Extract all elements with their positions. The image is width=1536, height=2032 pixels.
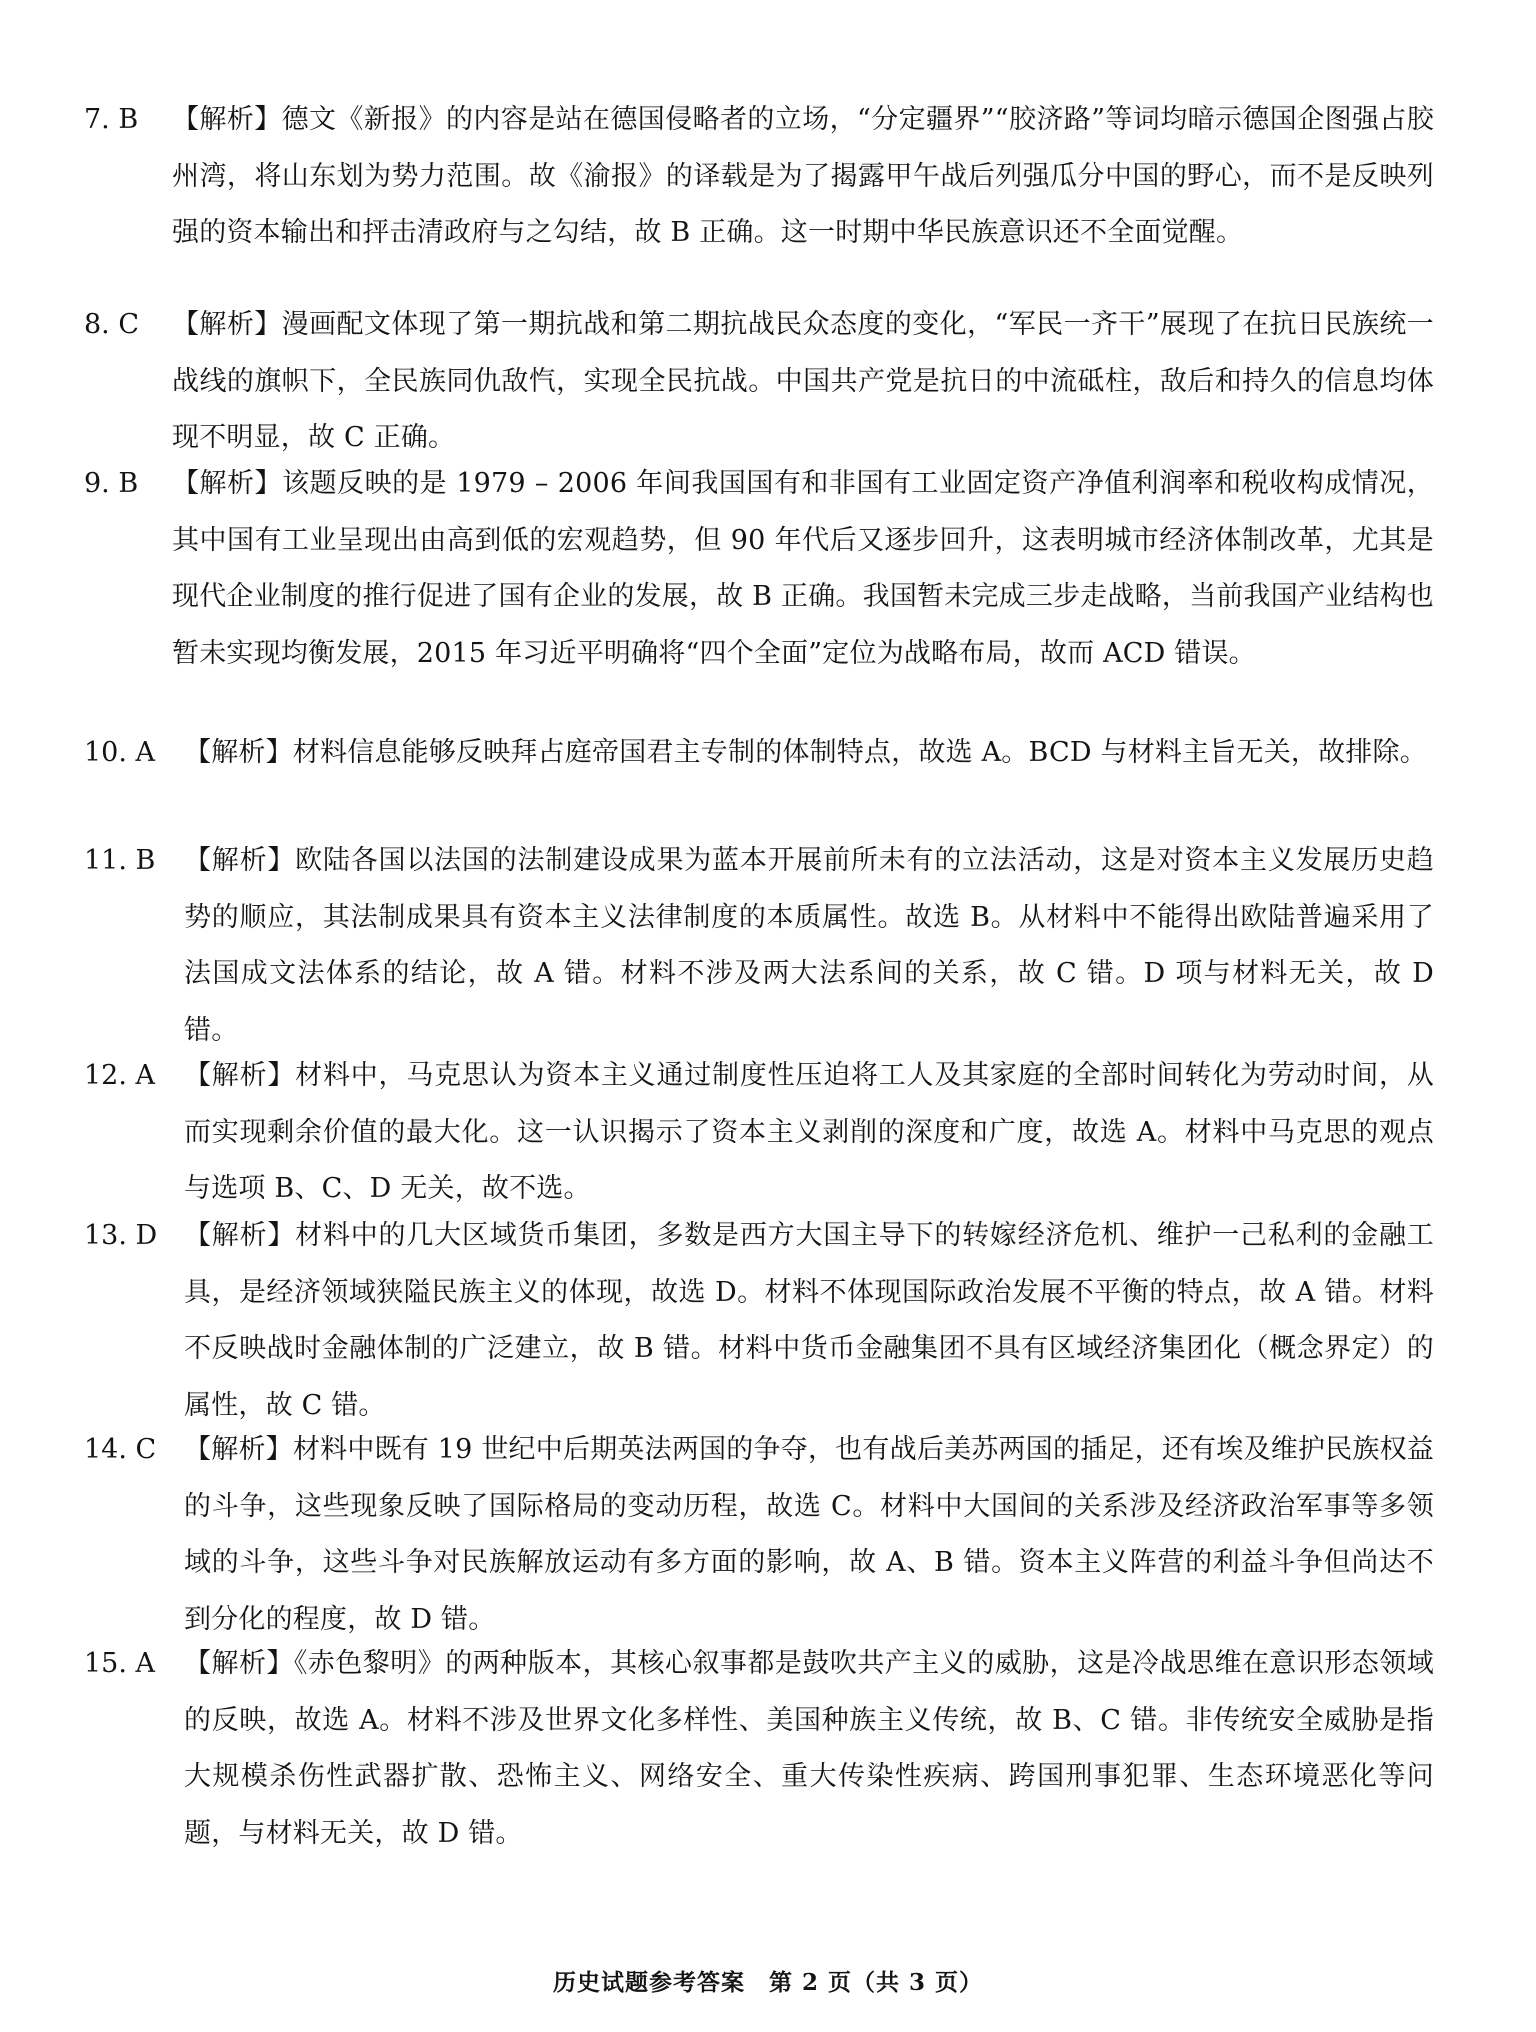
- answer-number: 13. D: [84, 1220, 158, 1251]
- answer-item-15: [84, 1636, 1434, 1862]
- answer-explanation: 【解析】欧陆各国以法国的法制建设成果为蓝本开展前所未有的立法活动，这是对资本主义发展历史趋势的顺应，其法制成果具有资本主义法律制度的本质属性。故选 B。从材料中不能得出欧陆普遍采用了法国成文法体系的结论，故 A 错。材料不涉及两大法系间的关系，故 C 错。D 项与材料无关，故 D 错。: [184, 845, 1434, 1046]
- answer-item-11: [84, 833, 1434, 1059]
- answer-item-13: [84, 1208, 1434, 1434]
- answer-item-9: [84, 456, 1434, 682]
- answer-number: 15. A: [84, 1648, 156, 1679]
- answer-explanation: 【解析】漫画配文体现了第一期抗战和第二期抗战民众态度的变化，“军民一齐干”展现了在抗日民族统一战线的旗帜下，全民族同仇敌忾，实现全民抗战。中国共产党是抗日的中流砥柱，敌后和持久的信息均体现不明显，故 C 正确。: [172, 309, 1434, 453]
- answer-item-10: [84, 725, 1434, 782]
- answer-explanation: 【解析】材料中既有 19 世纪中后期英法两国的争夺，也有战后美苏两国的插足，还有埃及维护民族权益的斗争，这些现象反映了国际格局的变动历程，故选 C。材料中大国间的关系涉及经济政治军事等多领域的斗争，这些斗争对民族解放运动有多方面的影响，故 A、B 错。资本主义阵营的利益斗争但尚达不到分化的程度，故 D 错。: [184, 1434, 1434, 1635]
- answer-item-14: [84, 1422, 1434, 1648]
- answer-number: 10. A: [84, 737, 156, 768]
- answer-item-8: [84, 297, 1434, 467]
- answer-item-7: [84, 92, 1434, 262]
- answer-explanation: 【解析】德文《新报》的内容是站在德国侵略者的立场，“分定疆界”“胶济路”等词均暗示德国企图强占胶州湾，将山东划为势力范围。故《渝报》的译载是为了揭露甲午战后列强瓜分中国的野心，而不是反映列强的资本输出和抨击清政府与之勾结，故 B 正确。这一时期中华民族意识还不全面觉醒。: [172, 104, 1434, 248]
- answer-item-12: [84, 1048, 1434, 1218]
- answer-number: 11. B: [84, 845, 156, 876]
- answer-number: 12. A: [84, 1060, 156, 1091]
- answer-explanation: 【解析】材料中的几大区域货币集团，多数是西方大国主导下的转嫁经济危机、维护一己私利的金融工具，是经济领域狭隘民族主义的体现，故选 D。材料不体现国际政治发展不平衡的特点，故 A 错。材料不反映战时金融体制的广泛建立，故 B 错。材料中货币金融集团不具有区域经济集团化（概念界定）的属性，故 C 错。: [184, 1220, 1434, 1421]
- answer-explanation: 【解析】该题反映的是 1979 – 2006 年间我国国有和非国有工业固定资产净值利润率和税收构成情况，其中国有工业呈现出由高到低的宏观趋势，但 90 年代后又逐步回升，这表明城市经济体制改革，尤其是现代企业制度的推行促进了国有企业的发展，故 B 正确。我国暂未完成三步走战略，当前我国产业结构也暂未实现均衡发展，2015 年习近平明确将“四个全面”定位为战略布局，故而 ACD 错误。: [172, 468, 1434, 669]
- answer-number: 9. B: [84, 468, 139, 499]
- answer-explanation: 【解析】材料中，马克思认为资本主义通过制度性压迫将工人及其家庭的全部时间转化为劳动时间，从而实现剩余价值的最大化。这一认识揭示了资本主义剥削的深度和广度，故选 A。材料中马克思的观点与选项 B、C、D 无关，故不选。: [184, 1060, 1434, 1204]
- answer-number: 8. C: [84, 309, 140, 340]
- page-footer: 历史试题参考答案 第 2 页（共 3 页）: [552, 1969, 984, 1996]
- answer-explanation: 【解析】材料信息能够反映拜占庭帝国君主专制的体制特点，故选 A。BCD 与材料主旨无关，故排除。: [184, 737, 1427, 768]
- answer-number: 7. B: [84, 104, 139, 135]
- answer-number: 14. C: [84, 1434, 157, 1465]
- answer-explanation: 【解析】《赤色黎明》的两种版本，其核心叙事都是鼓吹共产主义的威胁，这是冷战思维在意识形态领域的反映，故选 A。材料不涉及世界文化多样性、美国种族主义传统，故 B、C 错。非传统安全威胁是指大规模杀伤性武器扩散、恐怖主义、网络安全、重大传染性疾病、跨国刑事犯罪、生态环境恶化等问题，与材料无关，故 D 错。: [184, 1648, 1434, 1849]
